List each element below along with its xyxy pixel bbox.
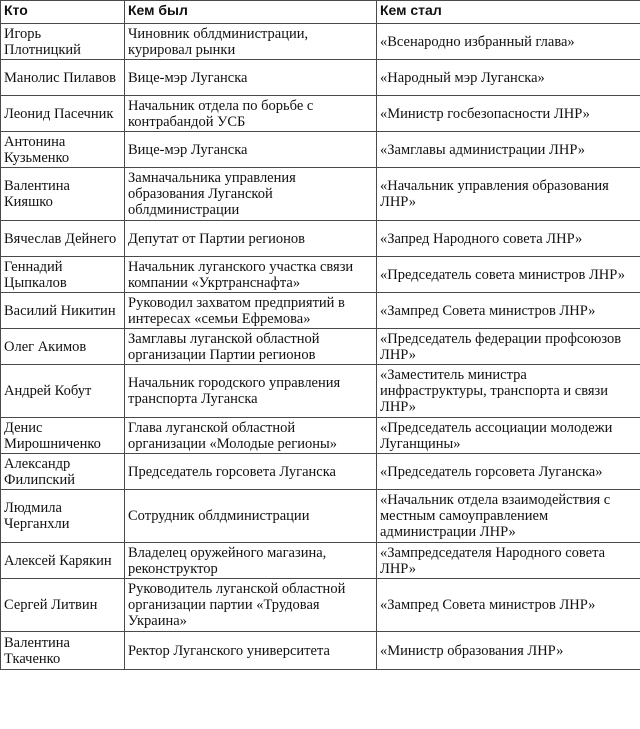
cell-was: Чиновник облдминистрации, курировал рынки <box>125 24 377 60</box>
cell-who: Манолис Пилавов <box>1 60 125 96</box>
cell-was: Вице-мэр Луганска <box>125 132 377 168</box>
header-row <box>1 1 640 24</box>
cell-who: Алексей Карякин <box>1 543 125 579</box>
table-row <box>1 490 640 543</box>
cell-was: Вице-мэр Луганска <box>125 60 377 96</box>
cell-was: Замначальника управления образования Луганской облдминистрации <box>125 168 377 221</box>
cell-became: «Министр госбезопасности ЛНР» <box>377 96 640 132</box>
table-row <box>1 579 640 632</box>
cell-became: «Зампред Совета министров ЛНР» <box>377 293 640 329</box>
cell-became: «Начальник управления образования ЛНР» <box>377 168 640 221</box>
column-header-became: Кем стал <box>377 1 640 24</box>
cell-who: Денис Мирошниченко <box>1 418 125 454</box>
cell-became: «Министр образования ЛНР» <box>377 632 640 670</box>
table-row <box>1 221 640 257</box>
cell-became: «Зампред Совета министров ЛНР» <box>377 579 640 632</box>
cell-was: Глава луганской областной организации «Молодые регионы» <box>125 418 377 454</box>
table-row <box>1 24 640 60</box>
cell-was: Председатель горсовета Луганска <box>125 454 377 490</box>
cell-became: «Зампредседателя Народного совета ЛНР» <box>377 543 640 579</box>
cell-who: Геннадий Цыпкалов <box>1 257 125 293</box>
table-row <box>1 60 640 96</box>
table-row <box>1 365 640 418</box>
cell-who: Антонина Кузьменко <box>1 132 125 168</box>
cell-who: Андрей Кобут <box>1 365 125 418</box>
cell-was: Руководил захватом предприятий в интересах «семьи Ефремова» <box>125 293 377 329</box>
cell-was: Депутат от Партии регионов <box>125 221 377 257</box>
cell-was: Замглавы луганской областной организации Партии регионов <box>125 329 377 365</box>
cell-became: «Всенародно избранный глава» <box>377 24 640 60</box>
cell-was: Руководитель луганской областной организации партии «Трудовая Украина» <box>125 579 377 632</box>
table-row <box>1 329 640 365</box>
cell-became: «Заместитель министра инфраструктуры, транспорта и связи ЛНР» <box>377 365 640 418</box>
table-row <box>1 168 640 221</box>
column-header-was: Кем был <box>125 1 377 24</box>
cell-became: «Председатель совета министров ЛНР» <box>377 257 640 293</box>
cell-who: Вячеслав Дейнего <box>1 221 125 257</box>
table-row <box>1 257 640 293</box>
cell-who: Сергей Литвин <box>1 579 125 632</box>
cell-who: Валентина Ткаченко <box>1 632 125 670</box>
table-row <box>1 454 640 490</box>
cell-who: Валентина Кияшко <box>1 168 125 221</box>
column-header-who: Кто <box>1 1 125 24</box>
cell-became: «Председатель федерации профсоюзов ЛНР» <box>377 329 640 365</box>
cell-who: Александр Филипский <box>1 454 125 490</box>
cell-was: Начальник городского управления транспорта Луганска <box>125 365 377 418</box>
cell-who: Людмила Черганхли <box>1 490 125 543</box>
table-row <box>1 132 640 168</box>
cell-who: Василий Никитин <box>1 293 125 329</box>
cell-became: «Председатель горсовета Луганска» <box>377 454 640 490</box>
cell-who: Леонид Пасечник <box>1 96 125 132</box>
table-row <box>1 293 640 329</box>
table-row <box>1 418 640 454</box>
cell-was: Ректор Луганского университета <box>125 632 377 670</box>
cell-was: Владелец оружейного магазина, реконструктор <box>125 543 377 579</box>
table-row <box>1 543 640 579</box>
cell-was: Начальник луганского участка связи компании «Укртранснафта» <box>125 257 377 293</box>
cell-who: Игорь Плотницкий <box>1 24 125 60</box>
table-row <box>1 632 640 670</box>
cell-was: Начальник отдела по борьбе с контрабандой УСБ <box>125 96 377 132</box>
cell-was: Сотрудник облдминистрации <box>125 490 377 543</box>
cell-became: «Народный мэр Луганска» <box>377 60 640 96</box>
cell-became: «Запред Народного совета ЛНР» <box>377 221 640 257</box>
cell-became: «Замглавы администрации ЛНР» <box>377 132 640 168</box>
cell-became: «Председатель ассоциации молодежи Луганщины» <box>377 418 640 454</box>
table-row <box>1 96 640 132</box>
cell-who: Олег Акимов <box>1 329 125 365</box>
cell-became: «Начальник отдела взаимодействия с местным самоуправлением администрации ЛНР» <box>377 490 640 543</box>
